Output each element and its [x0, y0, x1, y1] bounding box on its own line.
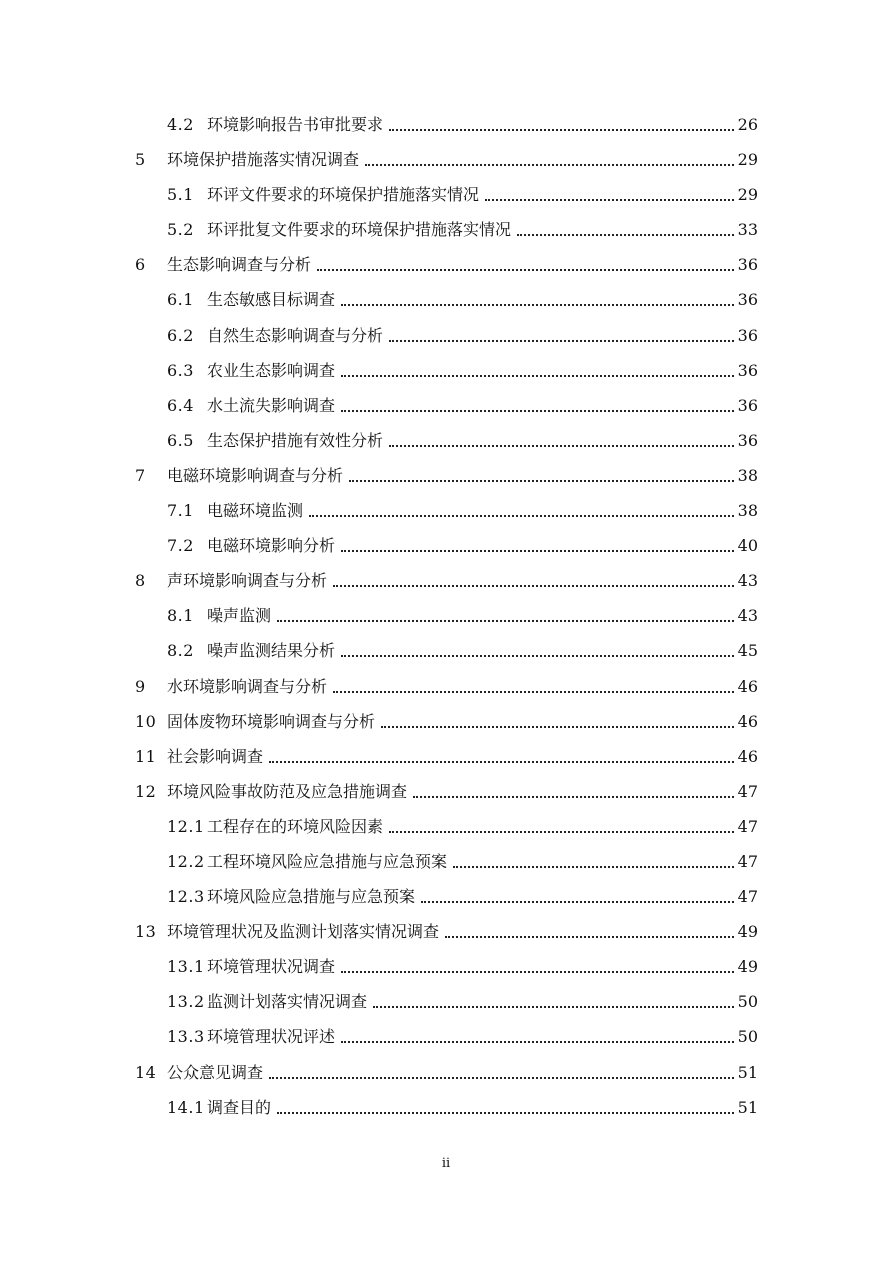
toc-entry[interactable] [0, 355, 892, 390]
section-title: 电磁环境监测 [207, 501, 304, 521]
section-number: 13.1 [167, 957, 205, 977]
section-title: 工程存在的环境风险因素 [207, 816, 384, 836]
section-number: 12.1 [167, 816, 205, 836]
page-ref: 36 [737, 325, 758, 345]
section-title: 噪声监测结果分析 [207, 641, 336, 661]
page-ref: 51 [737, 1062, 758, 1082]
page-ref: 45 [737, 641, 758, 661]
section-title: 社会影响调查 [167, 746, 264, 766]
section-title: 环境风险应急措施与应急预案 [207, 887, 416, 907]
section-number: 12.3 [167, 887, 205, 907]
page-ref: 46 [737, 746, 758, 766]
toc-entry[interactable] [0, 811, 892, 846]
section-number: 6.3 [167, 360, 194, 380]
dot-leader [389, 831, 734, 833]
section-title: 监测计划落实情况调查 [207, 992, 368, 1012]
section-number: 5.2 [167, 220, 194, 240]
toc-entry[interactable] [0, 846, 892, 881]
page-ref: 46 [737, 711, 758, 731]
section-number: 11 [135, 746, 157, 766]
section-title: 工程环境风险应急措施与应急预案 [207, 851, 448, 871]
toc-entry[interactable] [0, 635, 892, 670]
section-title: 电磁环境影响调查与分析 [167, 465, 344, 485]
toc-entry[interactable] [0, 320, 892, 355]
toc-entry[interactable] [0, 1092, 892, 1127]
toc-entry[interactable] [0, 1021, 892, 1056]
dot-leader [317, 269, 734, 271]
dot-leader [517, 234, 734, 236]
page-ref: 29 [737, 150, 758, 170]
toc-entry[interactable] [0, 530, 892, 565]
dot-leader [389, 340, 734, 342]
section-title: 环评文件要求的环境保护措施落实情况 [207, 185, 480, 205]
toc-entry[interactable] [0, 916, 892, 951]
section-number: 8.1 [167, 606, 194, 626]
toc-entry[interactable] [0, 179, 892, 214]
section-title: 噪声监测 [207, 606, 272, 626]
toc-entry[interactable] [0, 144, 892, 179]
section-number: 12 [135, 781, 157, 801]
dot-leader [333, 691, 734, 693]
section-title: 生态影响调查与分析 [167, 255, 312, 275]
page-ref: 50 [737, 1027, 758, 1047]
toc-entry[interactable] [0, 600, 892, 635]
section-title: 农业生态影响调查 [207, 360, 336, 380]
toc-entry[interactable] [0, 214, 892, 249]
table-of-contents [0, 109, 892, 1127]
section-number: 5.1 [167, 185, 194, 205]
dot-leader [269, 761, 734, 763]
toc-entry[interactable] [0, 425, 892, 460]
dot-leader [341, 410, 734, 412]
dot-leader [277, 1112, 734, 1114]
section-title: 固体废物环境影响调查与分析 [167, 711, 376, 731]
section-title: 水环境影响调查与分析 [167, 676, 328, 696]
section-title: 声环境影响调查与分析 [167, 571, 328, 591]
toc-entry[interactable] [0, 1057, 892, 1092]
dot-leader [341, 304, 734, 306]
page-ref: 36 [737, 395, 758, 415]
section-title: 环境风险事故防范及应急措施调查 [167, 781, 408, 801]
toc-entry[interactable] [0, 776, 892, 811]
section-number: 10 [135, 711, 157, 731]
page-ref: 49 [737, 922, 758, 942]
dot-leader [413, 796, 734, 798]
section-number: 6.2 [167, 325, 194, 345]
section-number: 6.4 [167, 395, 194, 415]
dot-leader [373, 1006, 734, 1008]
toc-entry[interactable] [0, 495, 892, 530]
toc-entry[interactable] [0, 565, 892, 600]
dot-leader [349, 480, 734, 482]
dot-leader [341, 375, 734, 377]
dot-leader [389, 445, 734, 447]
section-number: 13.2 [167, 992, 205, 1012]
toc-entry[interactable] [0, 671, 892, 706]
section-number: 9 [135, 676, 146, 696]
page-ref: 46 [737, 676, 758, 696]
section-number: 13 [135, 922, 157, 942]
page-ref: 38 [737, 465, 758, 485]
dot-leader [341, 655, 734, 657]
toc-entry[interactable] [0, 390, 892, 425]
section-number: 4.2 [167, 115, 194, 134]
toc-entry[interactable] [0, 460, 892, 495]
page-ref: 36 [737, 430, 758, 450]
section-number: 5 [135, 150, 146, 170]
page-ref: 26 [737, 115, 758, 134]
section-title: 电磁环境影响分析 [207, 536, 336, 556]
section-number: 8.2 [167, 641, 194, 661]
page-ref: 47 [737, 816, 758, 836]
dot-leader [309, 515, 734, 517]
dot-leader [341, 971, 734, 973]
page-ref: 43 [737, 606, 758, 626]
dot-leader [365, 164, 734, 166]
dot-leader [341, 550, 734, 552]
dot-leader [421, 901, 734, 903]
dot-leader [389, 129, 734, 131]
dot-leader [381, 726, 734, 728]
section-title: 环境影响报告书审批要求 [207, 115, 384, 134]
toc-entry[interactable] [0, 249, 892, 284]
section-title: 公众意见调查 [167, 1062, 264, 1082]
section-title: 环评批复文件要求的环境保护措施落实情况 [207, 220, 512, 240]
toc-entry[interactable] [0, 986, 892, 1021]
toc-entry[interactable] [0, 881, 892, 916]
section-title: 生态保护措施有效性分析 [207, 430, 384, 450]
toc-entry[interactable] [0, 951, 892, 986]
page-ref: 47 [737, 887, 758, 907]
section-title: 自然生态影响调查与分析 [207, 325, 384, 345]
section-number: 7.1 [167, 501, 194, 521]
page-ref: 36 [737, 290, 758, 310]
page-ref: 29 [737, 185, 758, 205]
section-number: 6.1 [167, 290, 194, 310]
page-ref: 38 [737, 501, 758, 521]
section-title: 环境保护措施落实情况调查 [167, 150, 360, 170]
page-ref: 47 [737, 851, 758, 871]
section-number: 6 [135, 255, 146, 275]
section-title: 调查目的 [207, 1097, 272, 1117]
dot-leader [485, 199, 734, 201]
section-title: 环境管理状况评述 [207, 1027, 336, 1047]
dot-leader [277, 620, 734, 622]
page-ref: 43 [737, 571, 758, 591]
section-number: 7 [135, 465, 146, 485]
page-ref: 51 [737, 1097, 758, 1117]
section-title: 水土流失影响调查 [207, 395, 336, 415]
dot-leader [453, 866, 734, 868]
dot-leader [341, 1041, 734, 1043]
section-title: 生态敏感目标调查 [207, 290, 336, 310]
dot-leader [269, 1077, 734, 1079]
page-ref: 40 [737, 536, 758, 556]
section-number: 6.5 [167, 430, 194, 450]
page-ref: 47 [737, 781, 758, 801]
section-title: 环境管理状况及监测计划落实情况调查 [167, 922, 440, 942]
page-ref: 50 [737, 992, 758, 1012]
section-title: 环境管理状况调查 [207, 957, 336, 977]
section-number: 12.2 [167, 851, 205, 871]
dot-leader [333, 585, 734, 587]
section-number: 7.2 [167, 536, 194, 556]
section-number: 13.3 [167, 1027, 205, 1047]
toc-entry[interactable] [0, 284, 892, 319]
section-number: 14 [135, 1062, 157, 1082]
toc-entry[interactable] [0, 706, 892, 741]
toc-entry[interactable] [0, 109, 892, 144]
dot-leader [445, 936, 734, 938]
page-ref: 36 [737, 360, 758, 380]
page-ref: 33 [737, 220, 758, 240]
page-ref: 49 [737, 957, 758, 977]
section-number: 14.1 [167, 1097, 205, 1117]
section-number: 8 [135, 571, 146, 591]
page-ref: 36 [737, 255, 758, 275]
toc-entry[interactable] [0, 741, 892, 776]
page-number: ii [441, 1156, 451, 1171]
